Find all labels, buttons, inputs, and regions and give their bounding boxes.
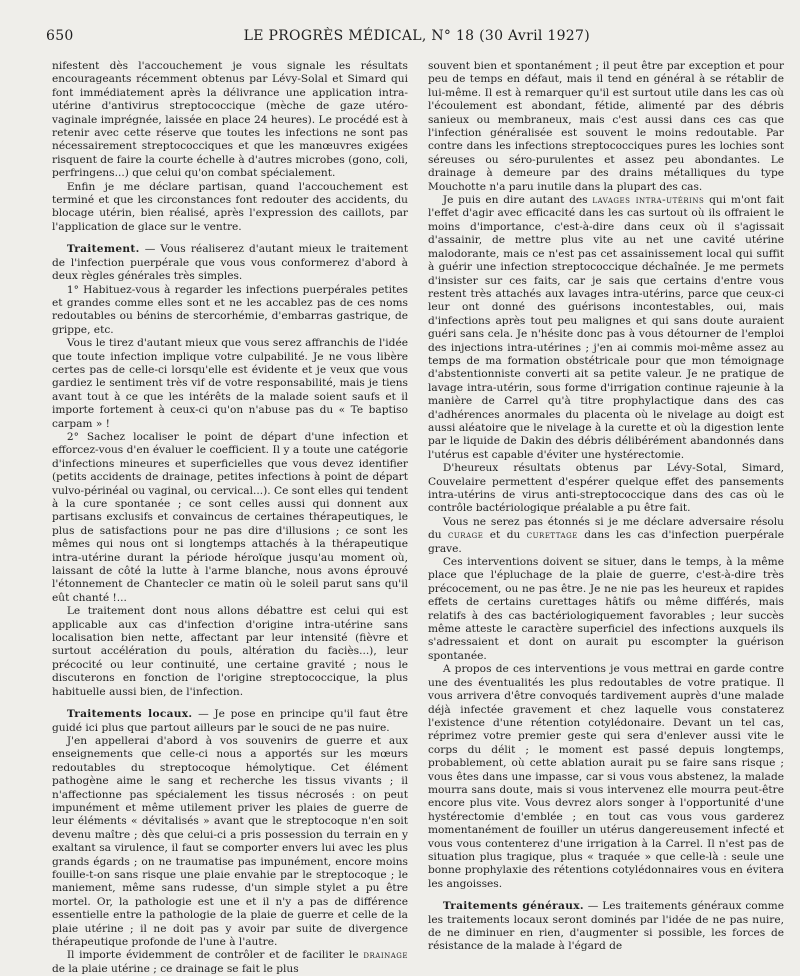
paragraph: 2° Sachez localiser le point de départ d'une infection et efforcez-vous d'en évaluer le coefficient. Il y a toute une catégorie d'infections mineures et superficielles que vous devez identifier (petits accidents de drainage, petites infections à point de départ vulvo-périnéal ou vaginal, ou cervical...). Ce sont elles qui tendent à la cure spontanée ; ce sont celles aussi qui donnent aux partisans exclusifs et convaincus de certaines thérapeutiques, le plus de satisfactions pour ne pas dire d'illusions ; ce sont les mêmes qui nous ont si longtemps attachés à la thérapeutique intra-utérine durant la période héroïque jusqu'au moment où, laissant de côté la lutte à l'arme blanche, nous avons éprouvé l'étonnement de Chantecler ce matin où le soleil parut sans qu'il eût chanté !... [52, 430, 408, 604]
paragraph: Vous le tirez d'autant mieux que vous serez affranchis de l'idée que toute infection implique votre culpabilité. Je ne vous libère certes pas de celle-ci lorsqu'elle est évidente et je veux que vous gardiez le sentiment très vif de votre responsabilité, mais je tiens avant tout à ce que les intérêts de la malade soient saufs et il importe fortement à ceux-ci qu'on n'abuse pas du « Te baptiso carpam » ! [52, 337, 408, 430]
paragraph: 1° Habituez-vous à regarder les infections puerpérales petites et grandes comme elles sont et ne les accablez pas de ces noms redoutables ou bénins de stercorhémie, d'embarras gastrique, de grippe, etc. [52, 283, 408, 336]
paragraph: Il importe évidemment de contrôler et de faciliter le drainage de la plaie utérine ; ce drainage se fait le plus [52, 949, 408, 975]
paragraph: Je puis en dire autant des lavages intra-utérins qui m'ont fait l'effet d'agir avec efficacité dans les cas surtout où ils offraient le moins d'importance, c'est-à-dire dans ceux où il s'agissait d'assainir, de mettre plus vite au net une cavité utérine malodorante, mais ce n'est pas cet assainissement local qui suffit à guérir une infection streptococcique déchaînée. Je me permets d'insister sur ces faits, car je sais que certains d'entre vous restent très attachés aux lavages intra-utérins, parce que ceux-ci leur ont donné des guérisons incontestables, oui, mais d'infections après tout peu malignes et qui sans doute auraient guéri sans cela. Je n'hésite donc pas à vous détourner de l'emploi des injections intra-utérines ; j'en ai commis moi-même assez au temps de ma formation obstétricale pour que mon témoignage d'abstentionniste converti ait sa petite valeur. Je ne pratique de lavage intra-utérin, sous forme d'irrigation continue rajeunie à la manière de Carrel qu'à titre prophylactique dans des cas d'adhérences anormales du placenta où le nivelage au doigt est aussi aléatoire que le nivelage à la curette et où la digestion lente par le liquide de Dakin des débris délibérément abandonnés dans l'utérus est capable d'éviter une hystérectomie. [428, 194, 784, 461]
paragraph: Le traitement dont nous allons débattre est celui qui est applicable aux cas d'infection d'origine intra-utérine sans localisation bien nette, affectant par leur intensité (fièvre et surtout accélération du pouls, altération du faciès...), leur précocité ou leur continuité, une certaine gravité ; nous le discuterons en fonction de l'origine streptococcique, la plus habituelle aussi bien, de l'infection. [52, 605, 408, 698]
section-heading: Traitements locaux. [66, 708, 193, 721]
paragraph: Ces interventions doivent se situer, dans le temps, à la même place que l'épluchage de la plaie de guerre, c'est-à-dire très précocement, ou ne pas être. Je ne nie pas les heureux et rapides effets de certains curettages hâtifs ou même différés, mais relatifs à des cas bactériologiquement favorables ; leur succès même atteste le caractère superficiel des infections auxquels ils s'adressaient et dont on aurait pu escompter la guérison spontanée. [428, 556, 784, 662]
paragraph: A propos de ces interventions je vous mettrai en garde contre une des éventualités les plus redoutables de votre pratique. Il vous arrivera d'être convoqués tardivement auprès d'une malade déjà infectée gravement et chez laquelle vous constaterez l'existence d'une rétention cotylédonaire. Devant un tel cas, réprimez votre premier geste qui sera d'enlever aussi vite le corps du délit ; le moment est passé depuis longtemps, probablement, où cette ablation aurait pu se faire sans risque ; vous êtes dans une impasse, car si vous vous abstenez, la malade mourra sans doute, mais si vous intervenez elle mourra peut-être encore plus vite. Vous devrez alors songer à l'opportunité d'une hystérectomie d'emblée ; en tout cas vous vous garderez momentanément de fouiller un utérus dangereusement infecté et vous vous contenterez d'une irrigation à la Carrel. Il n'est pas de situation plus tragique, plus « traquée » que celle-là : seule une bonne prophylaxie des rétentions cotylédonnaires vous en évitera les angoisses. [428, 663, 784, 890]
paragraph: nifestent dès l'accouchement je vous signale les résultats encourageants récemment obtenus par Lévy-Solal et Simard qui font immédiatement après la délivrance une application intra-utérine d'antivirus streptococcique (mèche de gaze utéro-vaginale imprégnée, laissée en place 24 heures). Le procédé est à retenir avec cette réserve que toutes les infections ne sont pas nécessairement streptococciques et que les manœuvres exigées risquent de faire la courte échelle à d'autres microbes (gono, coli, perfringens...) que celui qu'on combat spécialement. [52, 60, 408, 180]
paragraph: D'heureux résultats obtenus par Lévy-Sotal, Simard, Couvelaire permettent d'espérer quelque effet des pansements intra-utérins de virus anti-streptococcique dans des cas où le contrôle bactériologique préalable a pu être fait. [428, 462, 784, 515]
paragraph: Traitements locaux. — Je pose en principe qu'il faut être guidé ici plus que partout ailleurs par le souci de ne pas nuire. [52, 708, 408, 734]
paragraph: Enfin je me déclare partisan, quand l'accouchement est terminé et que les circonstances font redouter des accidents, du blocage utérin, bien réalisé, après l'expression des caillots, par l'application de glace sur le ventre. [52, 180, 408, 233]
right-column [428, 60, 784, 952]
paragraph: Traitements généraux. — Les traitements généraux comme les traitements locaux seront dominés par l'idée de ne pas nuire, de ne diminuer en rien, d'augmenter si possible, les forces de résistance de la malade à l'égard de [428, 900, 784, 953]
running-title: LE PROGRÈS MÉDICAL, N° 18 (30 Avril 1927) [243, 28, 590, 44]
paragraph: Vous ne serez pas étonnés si je me déclare adversaire résolu du curage et du curettage dans les cas d'infection puerpérale grave. [428, 515, 785, 555]
page-number: 650 [46, 28, 74, 44]
paragraph: souvent bien et spontanément ; il peut être par exception et pour peu de temps en défaut, mais il tend en général à se rétablir de lui-même. Il est à remarquer qu'il est surtout utile dans les cas où l'écoulement est abondant, fétide, alimenté par des débris sanieux ou membraneux, mais c'est aussi dans ces cas que l'infection généralisée est souvent le moins redoutable. Par contre dans les infections streptococciques pures les lochies sont séreuses ou séro-purulentes et assez peu abondantes. Le drainage à demeure par des drains métalliques du type Mouchotte n'a paru inutile dans la plupart des cas. [428, 60, 784, 193]
section-heading: Traitements généraux. [442, 900, 584, 913]
section-heading: Traitement. [66, 243, 140, 256]
page-header [46, 28, 760, 52]
paragraph: J'en appellerai d'abord à vos souvenirs de guerre et aux enseignements que celle-ci nous a apportés sur les mœurs redoutables du streptocoque hémolytique. Cet élément pathogène aime le sang et recherche les tissus vivants ; il n'affectionne pas spécialement les tissus nécrosés : on peut impunément et même utilement priver les plaies de guerre de leur éléments « dévitalisés » avant que le streptocoque n'en soit devenu maître ; dès que celui-ci a pris possession du terrain en y exaltant sa virulence, il faut se comporter envers lui avec les plus grands égards ; on ne traumatise pas impunément, encore moins fouille-t-on sans risque une plaie envahie par le streptocoque ; le maniement, même sans rudesse, d'un simple stylet a pu être mortel. Or, la pathologie est une et il n'y a pas de différence essentielle entre la pathologie de la plaie de guerre et celle de la plaie utérine ; il ne doit pas y avoir par suite de divergence thérapeutique profonde de l'une à l'autre. [52, 734, 408, 948]
paragraph: Traitement. — Vous réaliserez d'autant mieux le traitement de l'infection puerpérale que vous vous conformerez d'abord à deux règles générales très simples. [52, 243, 408, 283]
left-column [52, 60, 408, 975]
